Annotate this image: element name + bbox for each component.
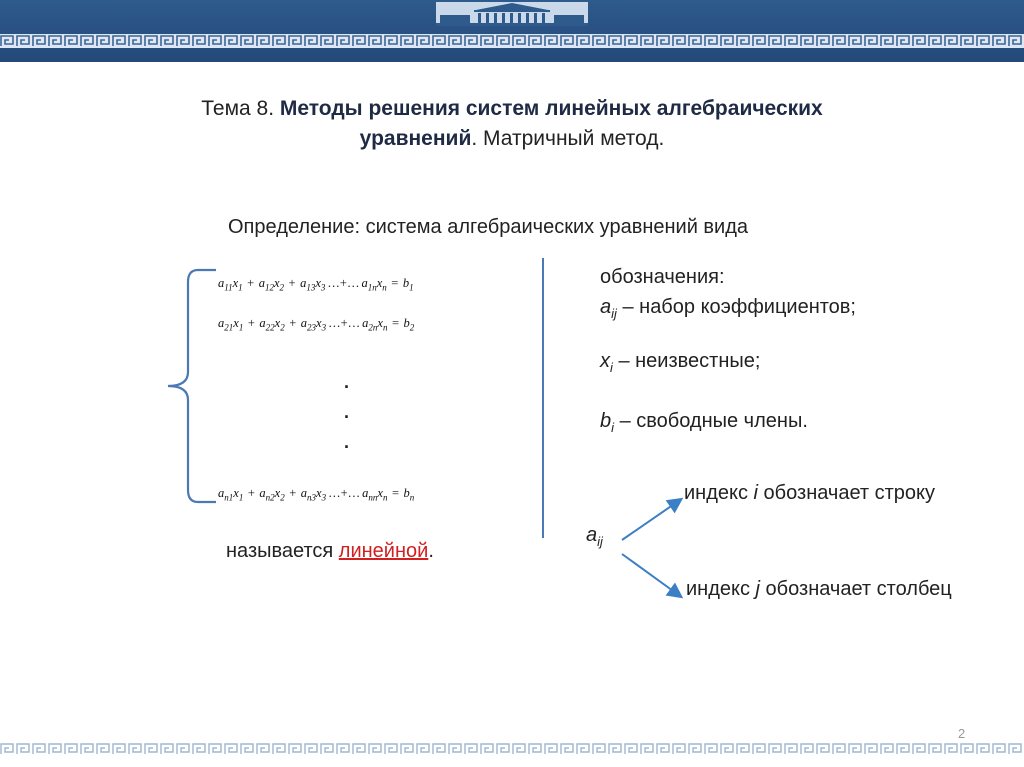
page-number: 2 [958, 726, 966, 741]
ellipsis-dot-3: . [344, 432, 350, 452]
eq-symbol-15: a [362, 486, 369, 500]
eq-subscript-3: 1 [238, 322, 244, 333]
notation-a [600, 296, 856, 321]
called-linear-text [226, 540, 434, 563]
eq-operator-4: + [245, 486, 258, 500]
eq-subscript-21: 1 [409, 282, 414, 293]
col-label-var: j [755, 578, 760, 600]
eq-operator-14: …+… [328, 486, 361, 500]
eq-subscript-11: 13 [306, 282, 316, 293]
eq-subscript-21: 2 [409, 322, 415, 333]
called-before: называется [226, 540, 339, 562]
eq-subscript-1: 11 [224, 282, 233, 293]
eq-operator-9: + [286, 276, 299, 290]
eq-symbol-5: a [258, 276, 265, 290]
title-bold-1: Методы решения систем линейных алгебраических [279, 97, 823, 120]
eq-symbol-10: a [300, 486, 307, 500]
notation-a-symbol: a [600, 296, 612, 318]
eq-subscript-6: n2 [265, 492, 275, 503]
eq-operator-14: …+… [327, 276, 360, 290]
eq-symbol-20: b [403, 316, 410, 330]
eq-subscript-8: 2 [279, 282, 285, 293]
eq-symbol-2: x [233, 486, 239, 500]
eq-symbol-10: a [300, 316, 307, 330]
top-meander-border [0, 34, 1024, 48]
bottom-meander-border [0, 742, 1024, 756]
notation-x-symbol: x [600, 350, 610, 372]
eq-subscript-21: n [409, 492, 415, 503]
eq-symbol-20: b [403, 486, 410, 500]
eq-symbol-7: x [274, 316, 281, 330]
title-suffix: . Матричный метод. [471, 127, 665, 150]
notation-a-subscript: ij [611, 306, 617, 321]
eq-subscript-11: 23 [307, 322, 316, 333]
eq-subscript-16: 2n [368, 322, 378, 333]
eq-subscript-13: 3 [321, 322, 327, 333]
eq-symbol-2: x [233, 316, 239, 330]
aij-subscript: ij [597, 534, 603, 549]
aij-a: a [586, 524, 598, 546]
building-colonnade-icon [436, 2, 588, 26]
eq-symbol-0: a [218, 276, 225, 290]
notation-b-text: – свободные члены. [614, 410, 808, 432]
notation-a-text: – набор коэффициентов; [616, 296, 856, 318]
eq-subscript-18: n [382, 282, 387, 293]
title-prefix: Тема 8. [201, 97, 280, 120]
row-index-label [684, 482, 935, 505]
vertical-divider [542, 258, 544, 538]
notation-b [600, 410, 808, 435]
eq-symbol-12: x [315, 276, 321, 290]
eq-subscript-8: 2 [280, 322, 285, 333]
eq-subscript-16: 1n [367, 282, 377, 293]
row-label-before: индекс [684, 482, 754, 504]
eq-subscript-6: 12 [264, 282, 274, 293]
eq-symbol-20: b [402, 276, 410, 290]
row-label-var: i [753, 482, 758, 504]
eq-symbol-12: x [316, 486, 322, 500]
notation-b-symbol: b [600, 410, 612, 432]
equation-row-2 [218, 316, 414, 333]
eq-subscript-8: 2 [280, 492, 285, 503]
title-bold-2: уравнений [359, 127, 472, 150]
eq-symbol-17: x [376, 276, 383, 290]
col-label-before: индекс [686, 578, 756, 600]
eq-operator-9: + [286, 316, 299, 330]
aij-symbol [586, 524, 603, 549]
eq-subscript-16: nn [368, 492, 378, 503]
ellipsis-dot-1: . [344, 372, 350, 392]
notation-x [600, 350, 760, 375]
eq-symbol-10: a [300, 276, 307, 290]
eq-symbol-17: x [377, 486, 383, 500]
eq-symbol-2: x [232, 276, 239, 290]
eq-symbol-0: a [218, 316, 225, 330]
eq-subscript-13: 3 [320, 282, 326, 293]
eq-operator-14: …+… [328, 316, 361, 330]
equation-row-n [218, 486, 414, 503]
eq-symbol-0: a [218, 486, 225, 500]
eq-symbol-15: a [361, 276, 368, 290]
called-after: . [428, 540, 434, 562]
eq-subscript-6: 22 [265, 322, 275, 333]
eq-symbol-5: a [259, 486, 266, 500]
eq-subscript-1: n1 [224, 492, 234, 503]
column-index-label [686, 578, 952, 601]
eq-subscript-1: 21 [224, 322, 234, 333]
ellipsis-dot-2: . [344, 402, 350, 422]
equation-row-1 [218, 276, 414, 293]
notation-x-subscript: i [610, 360, 613, 375]
definition-text: Определение: система алгебраических уравнений вида [228, 216, 749, 238]
system-brace [160, 268, 220, 504]
eq-subscript-11: n3 [307, 492, 316, 503]
eq-symbol-5: a [259, 316, 266, 330]
eq-operator-4: + [244, 276, 257, 290]
row-label-after: обозначает строку [758, 482, 936, 504]
index-arrows [618, 492, 690, 604]
eq-symbol-7: x [273, 276, 280, 290]
notation-heading: обозначения: [600, 266, 725, 288]
arrow-to-row [622, 500, 680, 540]
eq-operator-19: = [389, 316, 402, 330]
eq-subscript-3: 1 [238, 492, 244, 503]
slide-title [150, 94, 874, 154]
eq-subscript-3: 1 [238, 282, 243, 293]
eq-subscript-18: n [382, 322, 388, 333]
eq-symbol-7: x [274, 486, 281, 500]
eq-symbol-12: x [316, 316, 322, 330]
eq-operator-4: + [245, 316, 258, 330]
eq-subscript-13: 3 [321, 492, 327, 503]
col-label-after: обозначает столбец [760, 578, 952, 600]
arrow-to-column [622, 554, 680, 596]
eq-operator-9: + [286, 486, 299, 500]
eq-subscript-18: n [382, 492, 388, 503]
eq-operator-19: = [388, 276, 401, 290]
eq-operator-19: = [389, 486, 402, 500]
notation-x-text: – неизвестные; [612, 350, 761, 372]
eq-symbol-17: x [377, 316, 383, 330]
linear-highlight: линейной [338, 540, 429, 562]
notation-b-subscript: i [611, 420, 615, 435]
eq-symbol-15: a [362, 316, 369, 330]
